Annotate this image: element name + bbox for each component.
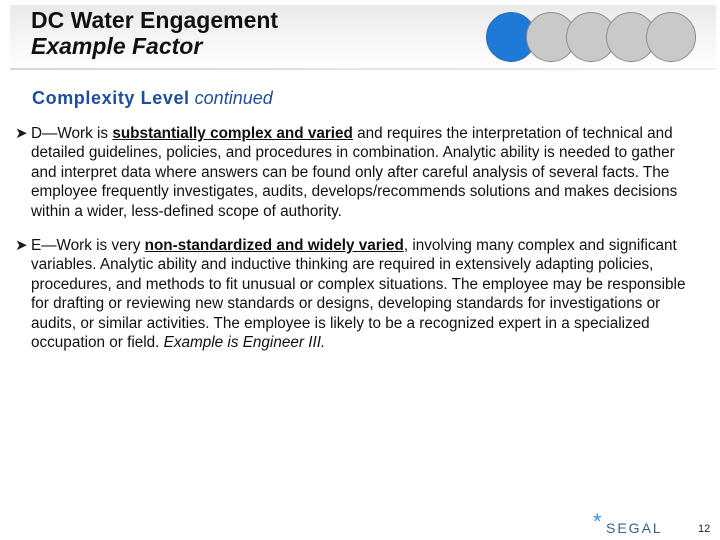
arrow-bullet-icon: ➤ [15,125,28,142]
bullet-d-text: and requires the interpretation of technical and detailed guidelines, policies, and procedures in combination. Analytic ability is needed to gather and interpret data where answers can be found only after careful analysis of several facts. The employee frequently investigates, audits, develops/recommends solutions and makes decisions within a wider, less-defined scope of authority. [31,125,678,220]
bullet-item-e [15,236,690,352]
progress-circles [486,12,698,64]
bullet-e-prefix: E—Work is very [31,237,145,255]
logo-asterisk-icon: * [593,509,602,534]
slide-title [31,7,278,59]
section-subheading [32,87,273,109]
bullet-e-example: Example is Engineer III. [163,334,326,352]
page-number: 12 [698,523,711,535]
header-divider [10,68,716,70]
arrow-bullet-icon: ➤ [15,237,28,255]
logo-text: SEGAL [606,520,663,536]
title-line-2: Example Factor [31,33,203,59]
bullet-d-emphasis: substantially complex and varied [112,125,353,142]
title-line-1: DC Water Engagement [31,7,279,33]
bullet-item-d [15,124,690,221]
bullet-e-text: , involving many complex and significant variables. Analytic ability and inductive thinking are required in extensively adapting policies, procedures, and methods to fit unusual or complex situations. The employee may be responsible for drafting or reviewing new standards or designs, developing standards for investigations or audits, or similar activities. The employee is likely to be a recognized expert in a specialized occupation or field. [31,237,686,352]
bullet-list [15,124,690,367]
subheading-continued: continued [194,88,273,108]
subheading-strong: Complexity Level [32,88,190,108]
progress-circle-5 [646,12,696,62]
bullet-d-prefix: D—Work is [31,125,113,142]
bullet-e-emphasis: non-standardized and widely varied [144,237,404,255]
